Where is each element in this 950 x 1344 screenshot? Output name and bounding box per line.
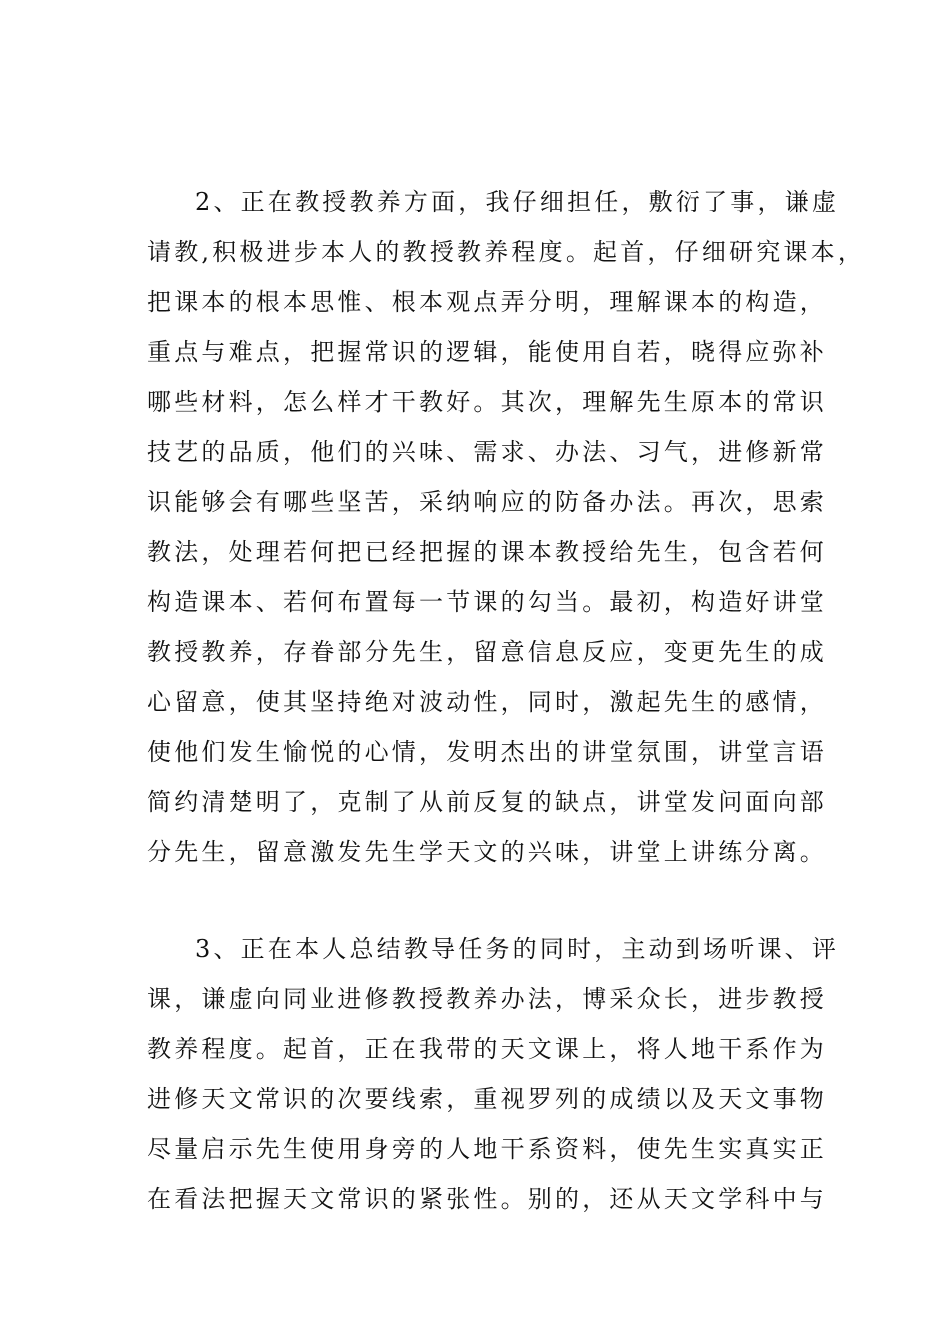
paragraph-3-line-4: 进修天文常识的次要线索，重视罗列的成绩以及天文事物 — [147, 1085, 827, 1113]
paragraph-2-line-13: 简约清楚明了，克制了从前反复的缺点，讲堂发问面向部 — [147, 788, 827, 816]
paragraph-3-line-6: 在看法把握天文常识的紧张性。别的，还从天文学科中与 — [147, 1185, 827, 1213]
paragraph-2-line-12: 使他们发生愉悦的心情，发明杰出的讲堂氛围，讲堂言语 — [147, 738, 827, 766]
paragraph-2-line-7: 识能够会有哪些坚苦，采纳响应的防备办法。再次，思索 — [147, 488, 827, 516]
paragraph-2-line-8: 教法，处理若何把已经把握的课本教授给先生，包含若何 — [147, 538, 827, 566]
paragraph-2-line-4: 重点与难点，把握常识的逻辑，能使用自若，晓得应弥补 — [147, 338, 827, 366]
paragraph-2-line-1: 2、正在教授教养方面，我仔细担任，敷衍了事，谦虚 — [195, 188, 840, 216]
paragraph-3-line-1: 3、正在本人总结教导任务的同时，主动到场听课、评 — [195, 935, 840, 963]
paragraph-2-line-10: 教授教养，存眷部分先生，留意信息反应，变更先生的成 — [147, 638, 827, 666]
paragraph-3-line-2: 课，谦虚向同业进修教授教养办法，博采众长，进步教授 — [147, 985, 827, 1013]
paragraph-2-line-14: 分先生，留意激发先生学天文的兴味，讲堂上讲练分离。 — [147, 838, 827, 866]
paragraph-2-line-6: 技艺的品质，他们的兴味、需求、办法、习气，进修新常 — [147, 438, 827, 466]
paragraph-2-line-5: 哪些材料，怎么样才干教好。其次，理解先生原本的常识 — [147, 388, 827, 416]
paragraph-2-line-9: 构造课本、若何布置每一节课的勾当。最初，构造好讲堂 — [147, 588, 827, 616]
paragraph-2-line-3: 把课本的根本思惟、根本观点弄分明，理解课本的构造， — [147, 288, 827, 316]
paragraph-2-line-11: 心留意，使其坚持绝对波动性，同时，激起先生的感情， — [147, 688, 827, 716]
paragraph-3-line-5: 尽量启示先生使用身旁的人地干系资料，使先生实真实正 — [147, 1135, 827, 1163]
paragraph-3-line-3: 教养程度。起首，正在我带的天文课上，将人地干系作为 — [147, 1035, 827, 1063]
paragraph-2-line-2: 请教,积极进步本人的教授教养程度。起首，仔细研究课本， — [147, 238, 866, 266]
